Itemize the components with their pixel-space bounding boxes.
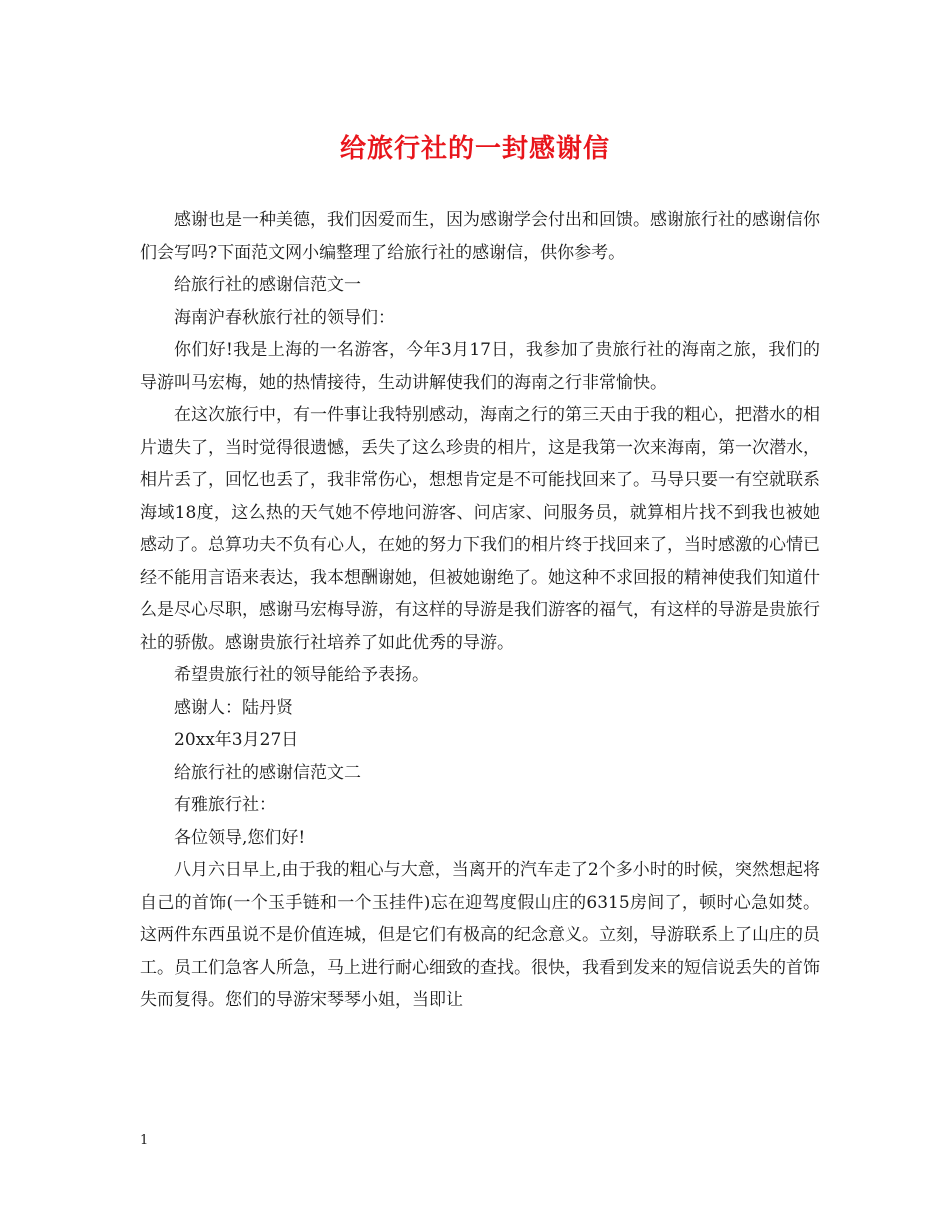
page-number: 1 — [140, 1133, 149, 1148]
paragraph: 在这次旅行中，有一件事让我特别感动，海南之行的第三天由于我的粗心，把潜水的相片遗失了，当时觉得很遗憾，丢失了这么珍贵的相片，这是我第一次来海南，第一次潜水，相片丢了，回忆也丢了，我非常伤心，想想肯定是不可能找回来了。马导只要一有空就联系海域18度，这么热的天气她不停地问游客、问店家、问服务员，就算相片找不到我也被她感动了。总算功夫不负有心人，在她的努力下我们的相片终于找回来了，当时感激的心情已经不能用言语来表达，我本想酬谢她，但被她谢绝了。她这种不求回报的精神使我们知道什么是尽心尽职，感谢马宏梅导游，有这样的导游是我们游客的福气，有这样的导游是贵旅行社的骄傲。感谢贵旅行社培养了如此优秀的导游。 — [140, 405, 820, 653]
paragraph: 感谢也是一种美德，我们因爱而生，因为感谢学会付出和回馈。感谢旅行社的感谢信你们会写吗?下面范文网小编整理了给旅行社的感谢信，供你参考。 — [140, 210, 820, 263]
paragraph: 希望贵旅行社的领导能给予表扬。 — [174, 665, 429, 685]
paragraph: 海南沪春秋旅行社的领导们： — [174, 307, 395, 328]
paragraph: 你们好!我是上海的一名游客，今年3月17日，我参加了贵旅行社的海南之旅，我们的导游叫马宏梅，她的热情接待，生动讲解使我们的海南之行非常愉快。 — [140, 340, 820, 393]
document-title: 给旅行社的一封感谢信 — [339, 134, 610, 164]
paragraph: 各位领导,您们好! — [174, 827, 306, 848]
paragraph: 八月六日早上,由于我的粗心与大意，当离开的汽车走了2个多小时的时候，突然想起将自己的首饰(一个玉手链和一个玉挂件)忘在迎驾度假山庄的6315房间了，顿时心急如焚。这两件东西虽说不是价值连城，但是它们有极高的纪念意义。立刻，导游联系上了山庄的员工。员工们急客人所急，马上进行耐心细致的查找。很快，我看到发来的短信说丢失的首饰失而复得。您们的导游宋琴琴小姐，当即让 — [140, 860, 820, 1010]
paragraph: 感谢人：陆丹贤 — [174, 697, 293, 718]
paragraph: 有雅旅行社： — [174, 795, 276, 815]
paragraph: 给旅行社的感谢信范文一 — [174, 275, 361, 295]
document-body — [140, 204, 820, 1017]
paragraph: 给旅行社的感谢信范文二 — [174, 762, 361, 783]
paragraph: 20xx年3月27日 — [174, 730, 299, 750]
